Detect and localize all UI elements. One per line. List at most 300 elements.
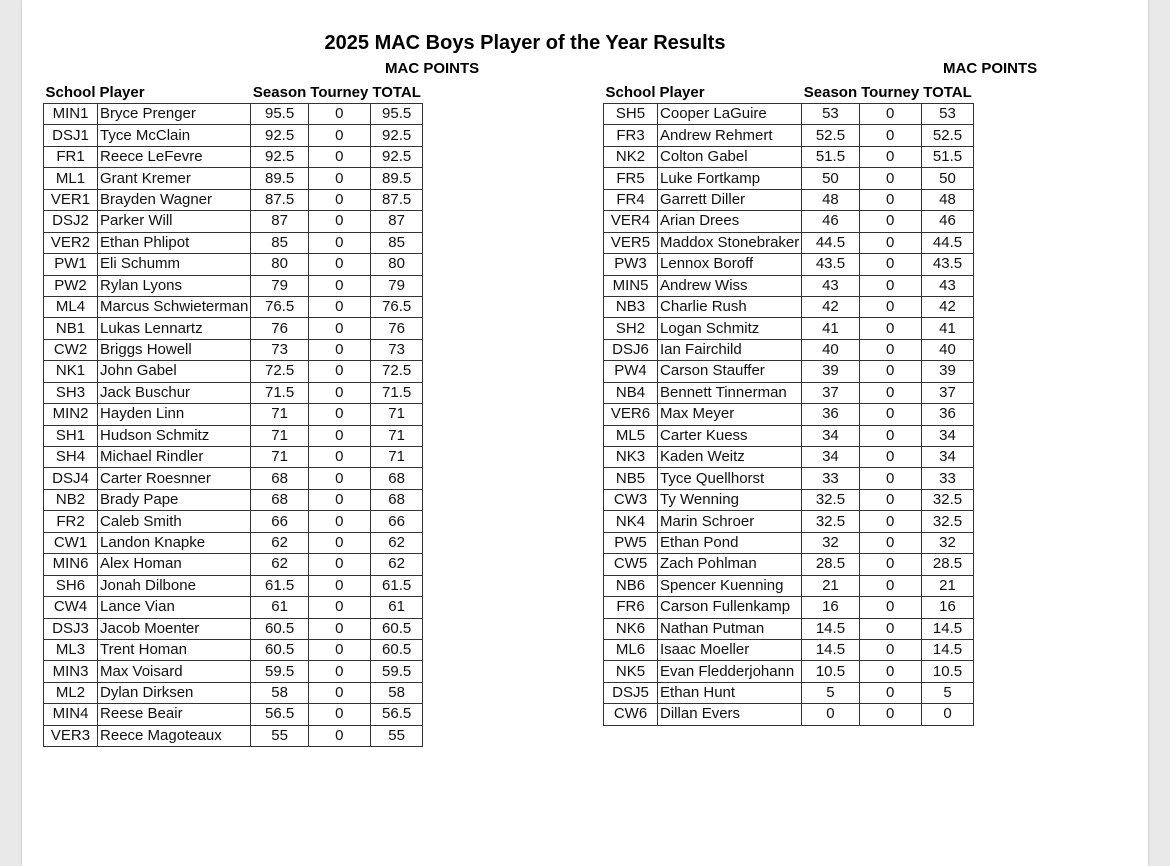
season-points-cell: 37: [802, 382, 859, 403]
total-points-cell: 76.5: [370, 296, 423, 317]
season-points-cell: 43: [802, 275, 859, 296]
school-cell: MIN4: [44, 704, 98, 725]
tourney-points-cell: 0: [859, 404, 921, 425]
total-points-cell: 40: [921, 339, 974, 360]
column-header-total: TOTAL: [372, 84, 421, 101]
school-cell: CW1: [44, 532, 98, 553]
season-points-cell: 61: [251, 597, 308, 618]
table-row: [44, 661, 423, 682]
table-row: [604, 532, 974, 553]
player-cell: Landon Knapke: [98, 532, 251, 553]
table-row: [604, 511, 974, 532]
tourney-points-cell: 0: [308, 211, 370, 232]
tourney-points-cell: 0: [308, 511, 370, 532]
table-row: [604, 125, 974, 146]
total-points-cell: 28.5: [921, 554, 974, 575]
table-row: [44, 404, 423, 425]
tourney-points-cell: 0: [859, 146, 921, 167]
header-row: [44, 82, 423, 104]
school-cell: DSJ2: [44, 211, 98, 232]
tourney-points-cell: 0: [859, 511, 921, 532]
tourney-points-cell: 0: [859, 618, 921, 639]
season-points-cell: 39: [802, 361, 859, 382]
player-cell: Carter Roesnner: [98, 468, 251, 489]
table-row: [44, 447, 423, 468]
school-cell: NB1: [44, 318, 98, 339]
tourney-points-cell: 0: [308, 404, 370, 425]
season-points-cell: 62: [251, 532, 308, 553]
tourney-points-cell: 0: [859, 382, 921, 403]
table-row: [44, 361, 423, 382]
season-points-cell: 95.5: [251, 104, 308, 125]
season-points-cell: 66: [251, 511, 308, 532]
tourney-points-cell: 0: [859, 639, 921, 660]
column-header-season: Season: [803, 84, 858, 101]
school-cell: VER3: [44, 725, 98, 746]
tourney-points-cell: 0: [308, 532, 370, 553]
total-points-cell: 71: [370, 404, 423, 425]
player-cell: Kaden Weitz: [658, 447, 802, 468]
left-results-table: [43, 82, 423, 747]
table-row: [604, 639, 974, 660]
school-cell: MIN3: [44, 661, 98, 682]
table-row: [604, 682, 974, 703]
table-row: [44, 104, 423, 125]
table-row: [44, 575, 423, 596]
player-cell: Jacob Moenter: [98, 618, 251, 639]
season-points-cell: 41: [802, 318, 859, 339]
player-cell: Parker Will: [98, 211, 251, 232]
season-points-cell: 85: [251, 232, 308, 253]
season-points-cell: 76: [251, 318, 308, 339]
total-points-cell: 0: [921, 704, 974, 725]
total-points-cell: 68: [370, 468, 423, 489]
tourney-points-cell: 0: [859, 447, 921, 468]
school-cell: DSJ3: [44, 618, 98, 639]
player-cell: Trent Homan: [98, 639, 251, 660]
total-points-cell: 71.5: [370, 382, 423, 403]
player-cell: Bryce Prenger: [98, 104, 251, 125]
season-points-cell: 92.5: [251, 146, 308, 167]
tourney-points-cell: 0: [859, 318, 921, 339]
table-row: [44, 168, 423, 189]
table-row: [44, 296, 423, 317]
school-cell: NK5: [604, 661, 658, 682]
total-points-cell: 87.5: [370, 189, 423, 210]
player-cell: Max Voisard: [98, 661, 251, 682]
player-cell: Tyce McClain: [98, 125, 251, 146]
player-cell: Isaac Moeller: [658, 639, 802, 660]
table-row: [604, 361, 974, 382]
school-cell: NB2: [44, 489, 98, 510]
player-cell: Briggs Howell: [98, 339, 251, 360]
season-points-cell: 32.5: [802, 511, 859, 532]
total-points-cell: 68: [370, 489, 423, 510]
player-cell: Eli Schumm: [98, 254, 251, 275]
tourney-points-cell: 0: [308, 425, 370, 446]
tourney-points-cell: 0: [308, 575, 370, 596]
school-cell: FR2: [44, 511, 98, 532]
player-cell: Carter Kuess: [658, 425, 802, 446]
table-row: [44, 682, 423, 703]
tourney-points-cell: 0: [308, 382, 370, 403]
table-row: [44, 554, 423, 575]
tourney-points-cell: 0: [859, 189, 921, 210]
season-points-cell: 56.5: [251, 704, 308, 725]
table-row: [604, 575, 974, 596]
school-cell: NB3: [604, 296, 658, 317]
season-points-cell: 76.5: [251, 296, 308, 317]
season-points-cell: 42: [802, 296, 859, 317]
season-points-cell: 61.5: [251, 575, 308, 596]
table-row: [604, 661, 974, 682]
season-points-cell: 50: [802, 168, 859, 189]
season-points-cell: 5: [802, 682, 859, 703]
tourney-points-cell: 0: [859, 468, 921, 489]
school-cell: PW2: [44, 275, 98, 296]
table-row: [604, 275, 974, 296]
tourney-points-cell: 0: [859, 211, 921, 232]
total-points-cell: 16: [921, 597, 974, 618]
tourney-points-cell: 0: [308, 447, 370, 468]
player-cell: Dillan Evers: [658, 704, 802, 725]
school-cell: NB4: [604, 382, 658, 403]
total-points-cell: 85: [370, 232, 423, 253]
total-points-cell: 71: [370, 425, 423, 446]
season-points-cell: 71: [251, 425, 308, 446]
tourney-points-cell: 0: [308, 189, 370, 210]
tourney-points-cell: 0: [308, 468, 370, 489]
column-header-season: Season: [252, 84, 307, 101]
school-cell: FR5: [604, 168, 658, 189]
school-cell: SH5: [604, 104, 658, 125]
school-cell: MIN6: [44, 554, 98, 575]
tourney-points-cell: 0: [308, 275, 370, 296]
school-cell: ML3: [44, 639, 98, 660]
total-points-cell: 80: [370, 254, 423, 275]
table-row: [604, 489, 974, 510]
school-cell: VER5: [604, 232, 658, 253]
school-cell: SH3: [44, 382, 98, 403]
table-row: [604, 554, 974, 575]
total-points-cell: 62: [370, 554, 423, 575]
total-points-cell: 32.5: [921, 489, 974, 510]
school-cell: CW4: [44, 597, 98, 618]
page-title: 2025 MAC Boys Player of the Year Results: [324, 32, 726, 54]
total-points-cell: 61: [370, 597, 423, 618]
tourney-points-cell: 0: [308, 232, 370, 253]
player-cell: Cooper LaGuire: [658, 104, 802, 125]
column-header-school: School: [45, 84, 96, 101]
total-points-cell: 42: [921, 296, 974, 317]
player-cell: Reese Beair: [98, 704, 251, 725]
player-cell: Ty Wenning: [658, 489, 802, 510]
player-cell: Hudson Schmitz: [98, 425, 251, 446]
school-cell: MIN5: [604, 275, 658, 296]
player-cell: Garrett Diller: [658, 189, 802, 210]
player-cell: Tyce Quellhorst: [658, 468, 802, 489]
season-points-cell: 92.5: [251, 125, 308, 146]
column-header-total: TOTAL: [923, 84, 972, 101]
school-cell: CW3: [604, 489, 658, 510]
tourney-points-cell: 0: [308, 254, 370, 275]
player-cell: Ethan Pond: [658, 532, 802, 553]
tourney-points-cell: 0: [308, 339, 370, 360]
school-cell: FR3: [604, 125, 658, 146]
table-row: [604, 232, 974, 253]
total-points-cell: 87: [370, 211, 423, 232]
tourney-points-cell: 0: [859, 339, 921, 360]
tourney-points-cell: 0: [859, 597, 921, 618]
season-points-cell: 32.5: [802, 489, 859, 510]
school-cell: DSJ4: [44, 468, 98, 489]
school-cell: DSJ5: [604, 682, 658, 703]
season-points-cell: 14.5: [802, 618, 859, 639]
table-row: [44, 618, 423, 639]
total-points-cell: 34: [921, 425, 974, 446]
player-cell: Jack Buschur: [98, 382, 251, 403]
season-points-cell: 10.5: [802, 661, 859, 682]
total-points-cell: 43: [921, 275, 974, 296]
player-cell: Michael Rindler: [98, 447, 251, 468]
total-points-cell: 60.5: [370, 639, 423, 660]
tourney-points-cell: 0: [308, 704, 370, 725]
season-points-cell: 68: [251, 468, 308, 489]
school-cell: SH6: [44, 575, 98, 596]
player-cell: John Gabel: [98, 361, 251, 382]
table-row: [604, 254, 974, 275]
table-row: [604, 339, 974, 360]
season-points-cell: 58: [251, 682, 308, 703]
season-points-cell: 87: [251, 211, 308, 232]
player-cell: Bennett Tinnerman: [658, 382, 802, 403]
tourney-points-cell: 0: [308, 318, 370, 339]
school-cell: ML2: [44, 682, 98, 703]
player-cell: Marcus Schwieterman: [98, 296, 251, 317]
tourney-points-cell: 0: [859, 554, 921, 575]
school-cell: ML4: [44, 296, 98, 317]
season-points-cell: 55: [251, 725, 308, 746]
table-row: [44, 232, 423, 253]
table-row: [604, 597, 974, 618]
season-points-cell: 80: [251, 254, 308, 275]
player-cell: Ian Fairchild: [658, 339, 802, 360]
tourney-points-cell: 0: [859, 125, 921, 146]
season-points-cell: 68: [251, 489, 308, 510]
player-cell: Brayden Wagner: [98, 189, 251, 210]
player-cell: Arian Drees: [658, 211, 802, 232]
total-points-cell: 61.5: [370, 575, 423, 596]
school-cell: PW5: [604, 532, 658, 553]
tourney-points-cell: 0: [859, 425, 921, 446]
player-cell: Reece Magoteaux: [98, 725, 251, 746]
total-points-cell: 10.5: [921, 661, 974, 682]
column-header-player: Player: [659, 84, 705, 101]
tourney-points-cell: 0: [308, 554, 370, 575]
table-row: [604, 404, 974, 425]
table-row: [44, 704, 423, 725]
season-points-cell: 32: [802, 532, 859, 553]
total-points-cell: 76: [370, 318, 423, 339]
school-cell: SH4: [44, 447, 98, 468]
total-points-cell: 89.5: [370, 168, 423, 189]
school-cell: PW3: [604, 254, 658, 275]
total-points-cell: 32: [921, 532, 974, 553]
school-cell: FR1: [44, 146, 98, 167]
tourney-points-cell: 0: [308, 489, 370, 510]
total-points-cell: 52.5: [921, 125, 974, 146]
player-cell: Carson Fullenkamp: [658, 597, 802, 618]
total-points-cell: 79: [370, 275, 423, 296]
table-row: [604, 468, 974, 489]
player-cell: Alex Homan: [98, 554, 251, 575]
total-points-cell: 33: [921, 468, 974, 489]
season-points-cell: 0: [802, 704, 859, 725]
school-cell: VER1: [44, 189, 98, 210]
season-points-cell: 71: [251, 447, 308, 468]
player-cell: Lukas Lennartz: [98, 318, 251, 339]
tourney-points-cell: 0: [859, 296, 921, 317]
season-points-cell: 51.5: [802, 146, 859, 167]
season-points-cell: 87.5: [251, 189, 308, 210]
tourney-points-cell: 0: [859, 275, 921, 296]
tourney-points-cell: 0: [859, 232, 921, 253]
tourney-points-cell: 0: [308, 661, 370, 682]
school-cell: NK1: [44, 361, 98, 382]
table-row: [44, 511, 423, 532]
school-cell: SH2: [604, 318, 658, 339]
player-cell: Rylan Lyons: [98, 275, 251, 296]
table-row: [44, 489, 423, 510]
season-points-cell: 21: [802, 575, 859, 596]
season-points-cell: 36: [802, 404, 859, 425]
tourney-points-cell: 0: [859, 575, 921, 596]
player-cell: Hayden Linn: [98, 404, 251, 425]
season-points-cell: 40: [802, 339, 859, 360]
school-cell: NK2: [604, 146, 658, 167]
mac-points-header-right: MAC POINTS: [943, 60, 1038, 77]
season-points-cell: 34: [802, 425, 859, 446]
table-row: [604, 318, 974, 339]
tourney-points-cell: 0: [859, 704, 921, 725]
total-points-cell: 39: [921, 361, 974, 382]
table-row: [604, 211, 974, 232]
table-row: [44, 725, 423, 746]
school-cell: FR4: [604, 189, 658, 210]
season-points-cell: 59.5: [251, 661, 308, 682]
total-points-cell: 50: [921, 168, 974, 189]
total-points-cell: 58: [370, 682, 423, 703]
total-points-cell: 32.5: [921, 511, 974, 532]
column-header-tourney: Tourney: [861, 84, 920, 101]
table-row: [604, 189, 974, 210]
player-cell: Spencer Kuenning: [658, 575, 802, 596]
season-points-cell: 16: [802, 597, 859, 618]
school-cell: NB6: [604, 575, 658, 596]
player-cell: Ethan Hunt: [658, 682, 802, 703]
column-header-tourney: Tourney: [310, 84, 369, 101]
table-row: [44, 425, 423, 446]
total-points-cell: 5: [921, 682, 974, 703]
player-cell: Max Meyer: [658, 404, 802, 425]
player-cell: Logan Schmitz: [658, 318, 802, 339]
school-cell: VER2: [44, 232, 98, 253]
total-points-cell: 72.5: [370, 361, 423, 382]
school-cell: SH1: [44, 425, 98, 446]
school-cell: ML5: [604, 425, 658, 446]
player-cell: Brady Pape: [98, 489, 251, 510]
school-cell: DSJ6: [604, 339, 658, 360]
school-cell: CW6: [604, 704, 658, 725]
table-row: [604, 104, 974, 125]
school-cell: DSJ1: [44, 125, 98, 146]
table-row: [44, 597, 423, 618]
tourney-points-cell: 0: [308, 125, 370, 146]
total-points-cell: 55: [370, 725, 423, 746]
season-points-cell: 60.5: [251, 618, 308, 639]
player-cell: Charlie Rush: [658, 296, 802, 317]
table-row: [604, 447, 974, 468]
table-row: [44, 125, 423, 146]
school-cell: FR6: [604, 597, 658, 618]
tourney-points-cell: 0: [308, 639, 370, 660]
document-page: [22, 0, 1148, 866]
column-header-school: School: [605, 84, 656, 101]
player-cell: Maddox Stonebraker: [658, 232, 802, 253]
tourney-points-cell: 0: [308, 296, 370, 317]
total-points-cell: 59.5: [370, 661, 423, 682]
school-cell: CW5: [604, 554, 658, 575]
season-points-cell: 34: [802, 447, 859, 468]
school-cell: NK4: [604, 511, 658, 532]
total-points-cell: 48: [921, 189, 974, 210]
season-points-cell: 89.5: [251, 168, 308, 189]
table-row: [44, 639, 423, 660]
player-cell: Jonah Dilbone: [98, 575, 251, 596]
tourney-points-cell: 0: [859, 254, 921, 275]
table-row: [44, 254, 423, 275]
school-cell: PW1: [44, 254, 98, 275]
tourney-points-cell: 0: [308, 104, 370, 125]
season-points-cell: 28.5: [802, 554, 859, 575]
season-points-cell: 60.5: [251, 639, 308, 660]
table-row: [44, 211, 423, 232]
school-cell: VER6: [604, 404, 658, 425]
total-points-cell: 92.5: [370, 125, 423, 146]
total-points-cell: 92.5: [370, 146, 423, 167]
table-row: [44, 189, 423, 210]
mac-points-header-left: MAC POINTS: [385, 60, 480, 77]
season-points-cell: 79: [251, 275, 308, 296]
total-points-cell: 56.5: [370, 704, 423, 725]
total-points-cell: 95.5: [370, 104, 423, 125]
player-cell: Marin Schroer: [658, 511, 802, 532]
season-points-cell: 14.5: [802, 639, 859, 660]
school-cell: PW4: [604, 361, 658, 382]
total-points-cell: 36: [921, 404, 974, 425]
school-cell: VER4: [604, 211, 658, 232]
total-points-cell: 14.5: [921, 639, 974, 660]
tourney-points-cell: 0: [859, 168, 921, 189]
tourney-points-cell: 0: [859, 682, 921, 703]
table-row: [604, 168, 974, 189]
table-row: [604, 146, 974, 167]
total-points-cell: 44.5: [921, 232, 974, 253]
tourney-points-cell: 0: [308, 597, 370, 618]
tourney-points-cell: 0: [308, 725, 370, 746]
table-row: [44, 146, 423, 167]
table-row: [604, 618, 974, 639]
